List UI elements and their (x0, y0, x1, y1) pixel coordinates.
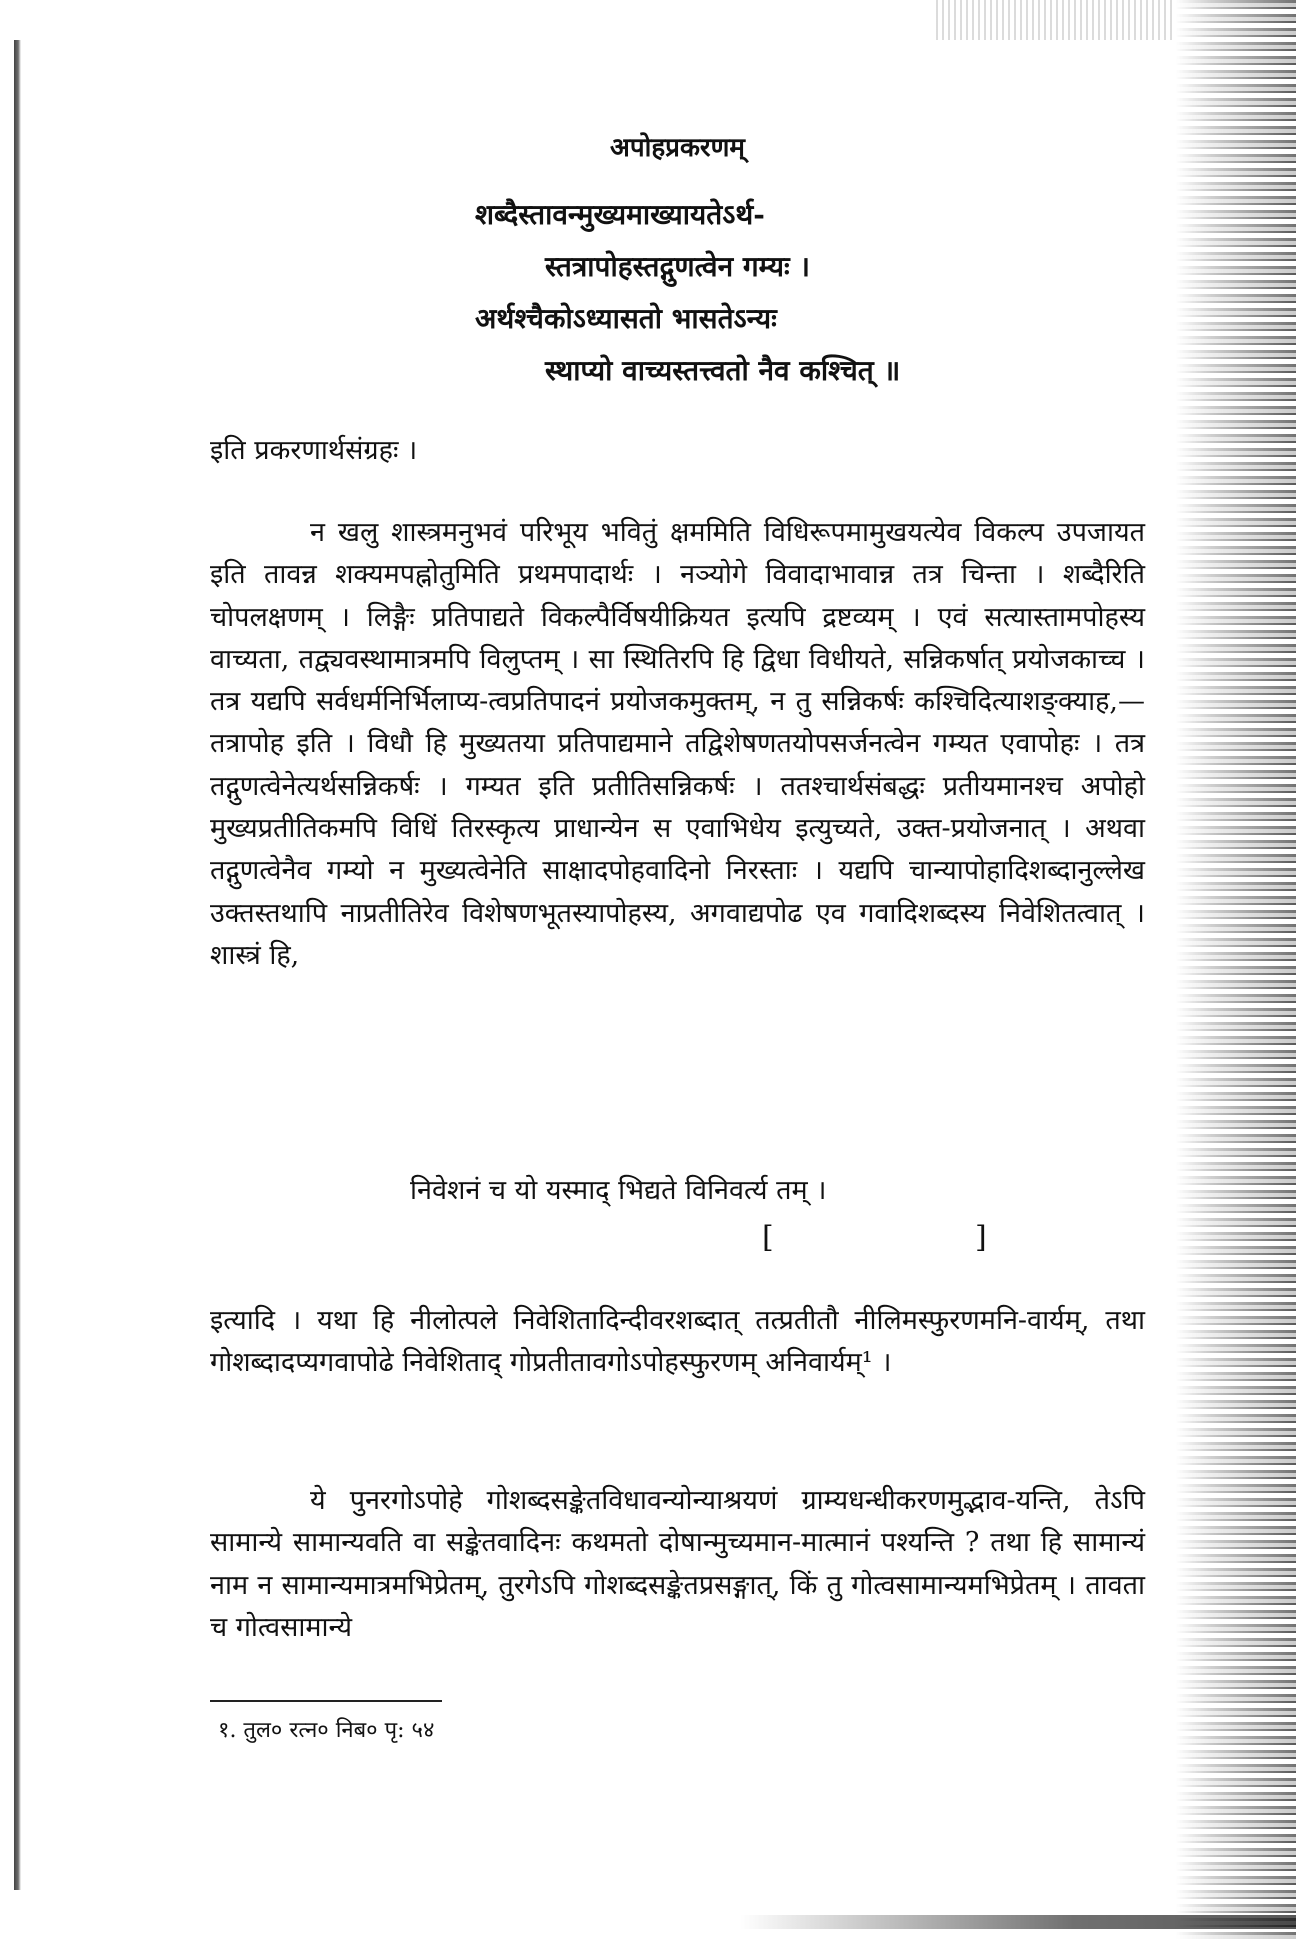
footnote-rule (210, 1700, 442, 1702)
paragraph-3: ये पुनरगोऽपोहे गोशब्दसङ्केतविधावन्योन्याश्रयणं ग्राम्यधन्धीकरणमुद्भाव-यन्ति, तेऽपि सामान्ये सामान्यवति वा सङ्केतवादिनः कथमतो दोषान्मुच्यमान-मात्मानं पश्यन्ति ? तथा हि सामान्यं नाम न सामान्यमात्रमभिप्रेतम्, तुरगेऽपि गोशब्दसङ्केतप्रसङ्गात्, किं तु गोत्वसामान्यमभिप्रेतम् । तावता च गोत्वसामान्ये (210, 1485, 1145, 1643)
footnote: १. तुल० रत्न० निब० पृ: ५४ (218, 1718, 435, 1743)
scan-shadow-edge (1176, 0, 1296, 1939)
verse-line-2: स्तत्रापोहस्तद्गुणत्वेन गम्यः । (545, 250, 811, 283)
verse-line-3: अर्थश्चैकोऽध्यासतो भासतेऽन्यः (475, 302, 777, 335)
bracket-left: [ (762, 1220, 774, 1255)
paragraph-1: न खलु शास्त्रमनुभवं परिभूय भवितुं क्षममिति विधिरूपमामुखयत्येव विकल्प उपजायत इति तावन्न शक्यमपह्नोतुमिति प्रथमपादार्थः । नञ्योगे विवादाभावान्न तत्र चिन्ता । शब्दैरिति चोपलक्षणम् । लिङ्गैः प्रतिपाद्यते विकल्पैर्विषयीक्रियत इत्यपि द्रष्टव्यम् । एवं सत्यास्तामपोहस्य वाच्यता, तद्व्यवस्थामात्रमपि विलुप्तम् । सा स्थितिरपि हि द्विधा विधीयते, सन्निकर्षात् प्रयोजकाच्च । तत्र यद्यपि सर्वधर्मनिर्भिलाप्य-त्वप्रतिपादनं प्रयोजकमुक्तम्, न तु सन्निकर्षः कश्चिदित्याशङ्क्याह,—तत्रापोह इति । विधौ हि मुख्यतया प्रतिपाद्यमाने तद्विशेषणतयोपसर्जनत्वेन गम्यत एवापोहः । तत्र तद्गुणत्वेनेत्यर्थसन्निकर्षः । गम्यत इति प्रतीतिसन्निकर्षः । ततश्चार्थसंबद्धः प्रतीयमानश्च अपोहो मुख्यप्रतीतिकमपि विधिं तिरस्कृत्य प्राधान्येन स एवाभिधेय इत्युच्यते, उक्त-प्रयोजनात् । अथवा तद्गुणत्वेनैव गम्यो न मुख्यत्वेनेति साक्षादपोहवादिनो निरस्ताः । यद्यपि चान्यापोहादिशब्दानुल्लेख उक्तस्तथापि नाप्रतीतिरेव विशेषणभूतस्यापोहस्य, अगवाद्यपोढ एव गवादिशब्दस्य निवेशितत्वात् । शास्त्रं हि, (210, 517, 1145, 971)
verse-line-4: स्थाप्यो वाच्यस्तत्त्वतो नैव कश्चित् ॥ (545, 354, 901, 387)
bracket-right: ] (975, 1220, 987, 1255)
section-heading: अपोहप्रकरणम् (610, 133, 745, 163)
scan-binding-edge (14, 40, 21, 1890)
summary-line: इति प्रकरणार्थसंग्रहः । (210, 435, 418, 466)
scan-noise-bottom (740, 1915, 1296, 1929)
scan-noise-top (936, 0, 1176, 40)
verse-line-1: शब्दैस्तावन्मुख्यमाख्यायतेऽर्थ- (475, 198, 765, 231)
quoted-verse: निवेशनं च यो यस्माद् भिद्यते विनिवर्त्य तम् । (410, 1175, 827, 1206)
paragraph-2: इत्यादि । यथा हि नीलोत्पले निवेशितादिन्दीवरशब्दात् तत्प्रतीतौ नीलिमस्फुरणमनि-वार्यम्, तथा गोशब्दादप्यगवापोढे निवेशिताद् गोप्रतीतावगोऽपोहस्फुरणम् अनिवार्यम्¹ । (210, 1305, 1145, 1379)
